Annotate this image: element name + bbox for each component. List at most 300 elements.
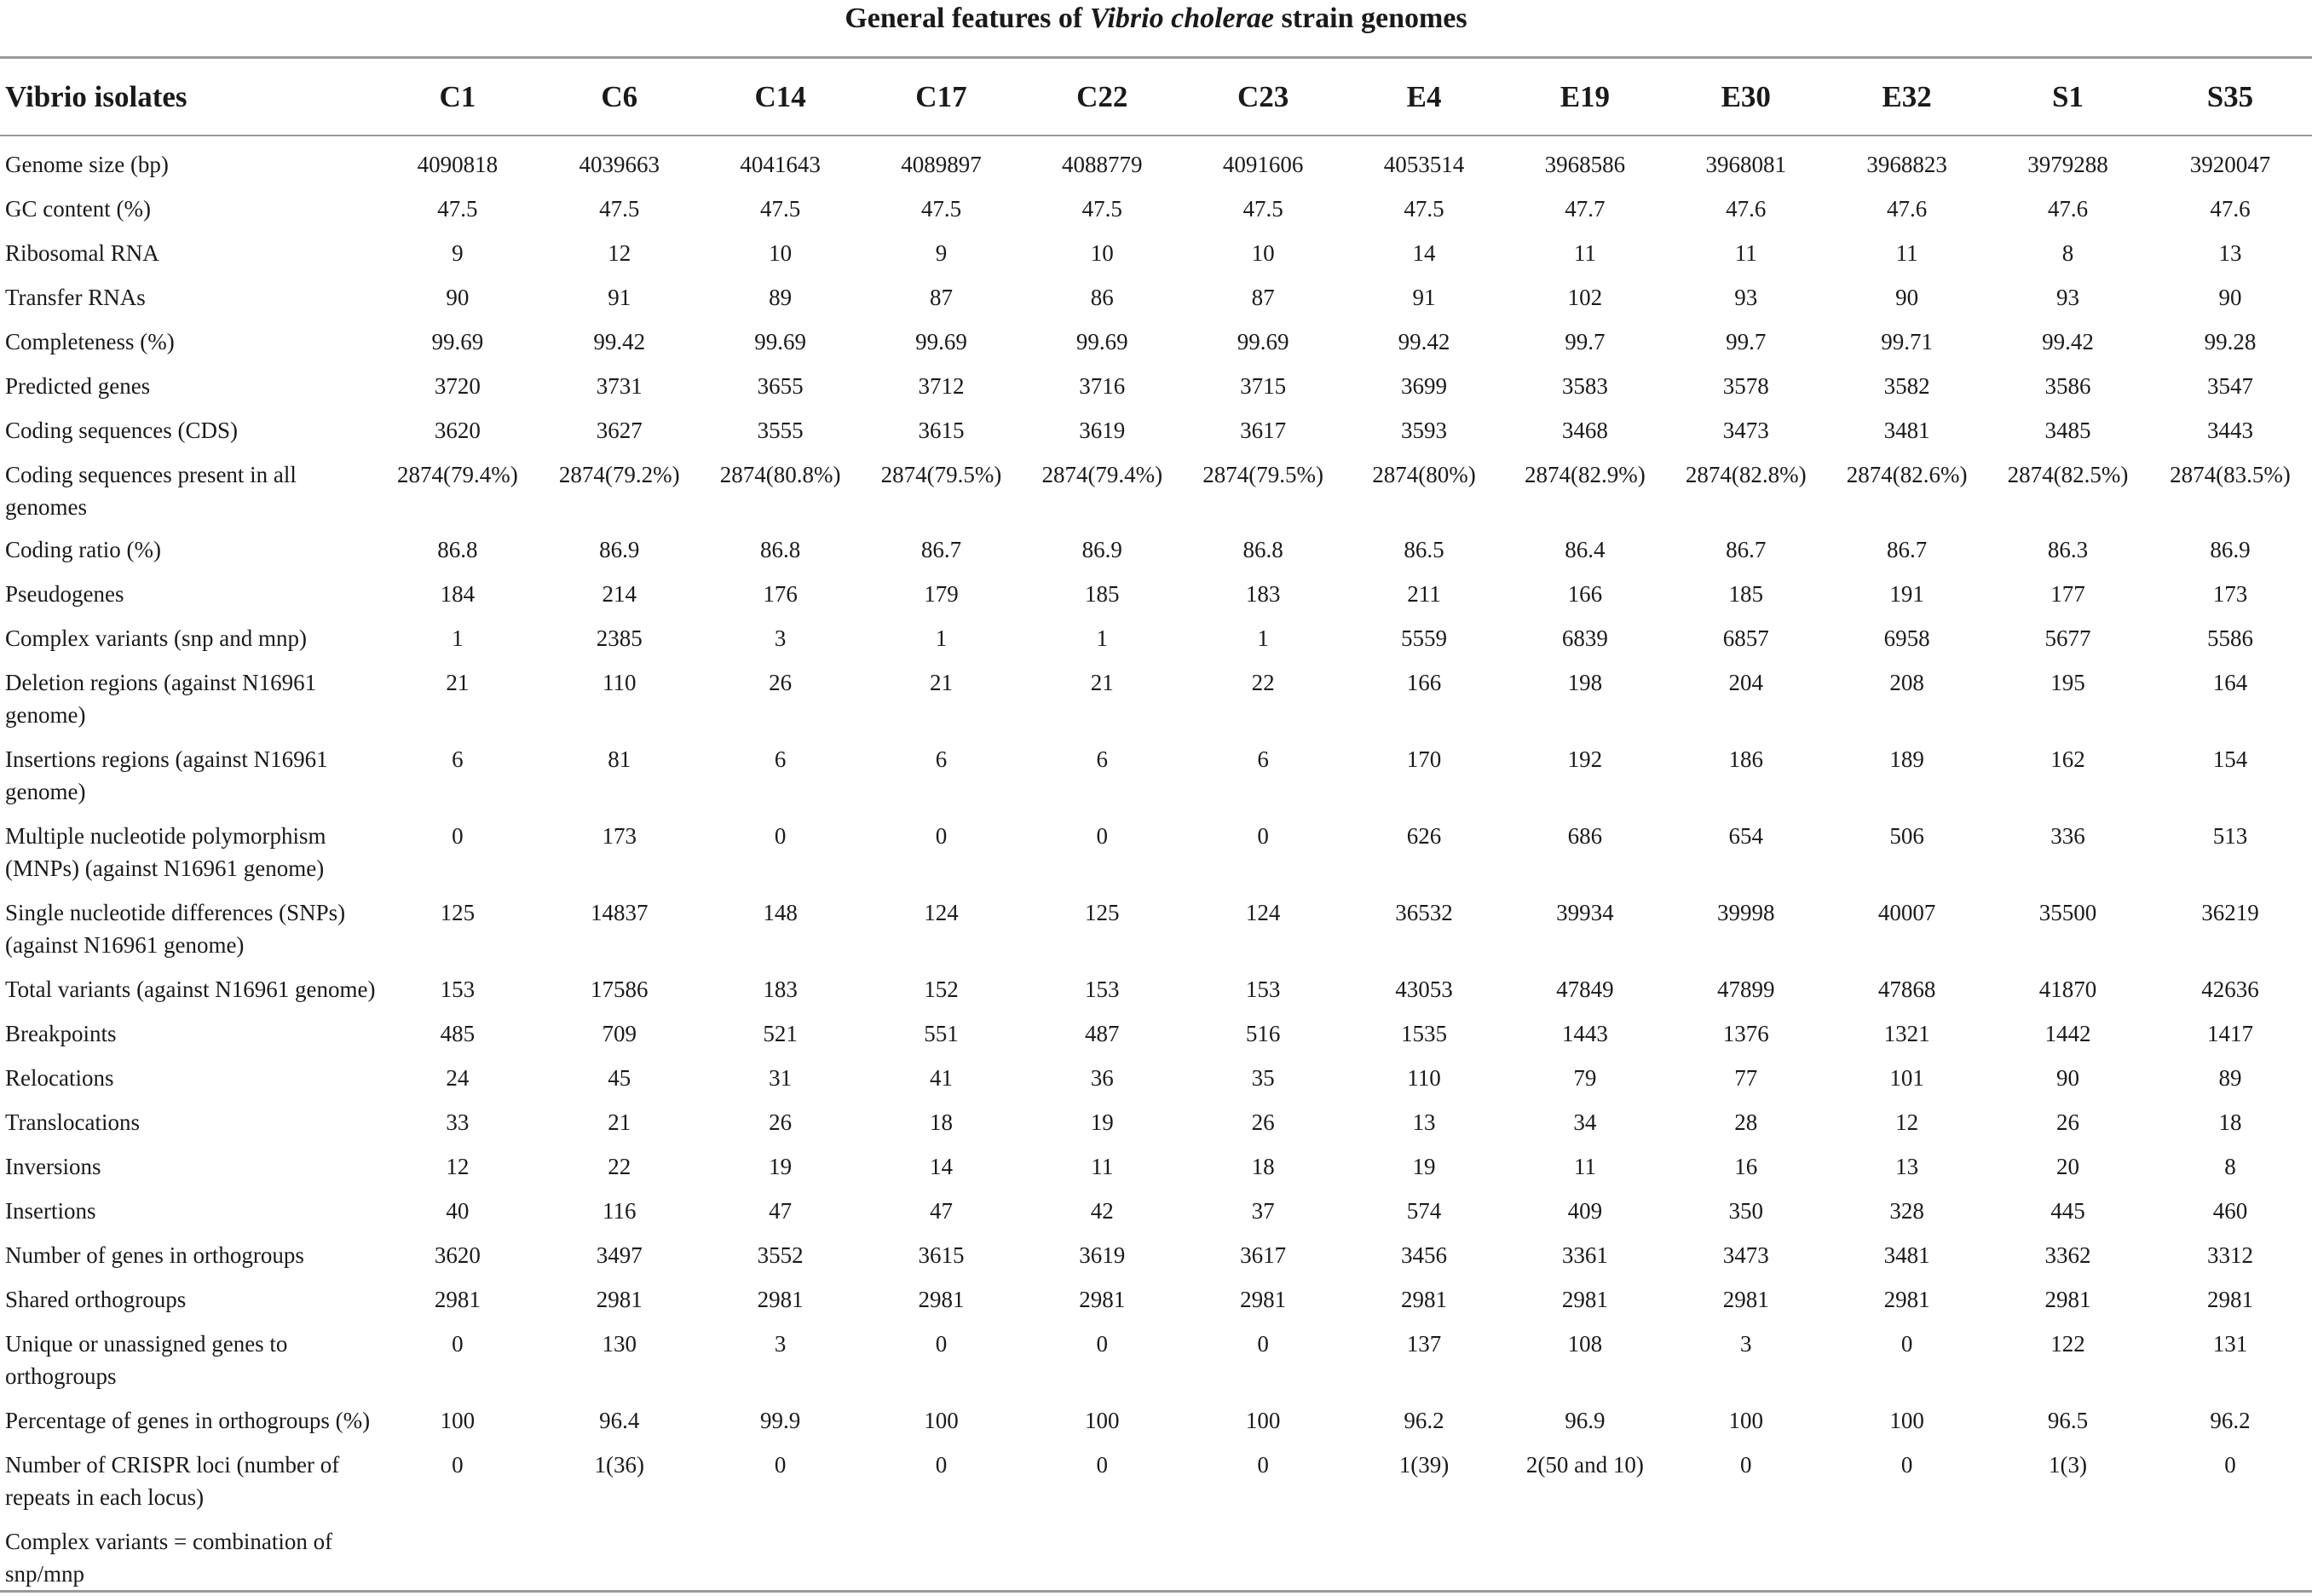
table-cell: 26	[769, 1109, 793, 1135]
row-label: Single nucleotide differences (SNPs) (against N16961 genome)	[5, 900, 346, 958]
table-cell: 0	[1096, 823, 1109, 849]
table-cell: 654	[1728, 823, 1763, 849]
table-cell: 173	[2212, 581, 2248, 607]
column-header: E30	[1721, 80, 1771, 113]
table-cell: 516	[1245, 1021, 1281, 1046]
table-cell: 2874(82.8%)	[1685, 462, 1807, 487]
table-cell: 4089897	[901, 152, 982, 177]
row-label: Inversions	[5, 1154, 101, 1179]
table-row	[0, 135, 2312, 182]
table-cell: 3979288	[2027, 152, 2108, 177]
table-cell: 10	[1251, 240, 1275, 266]
table-cell: 6	[774, 746, 787, 772]
genome-features-table	[0, 60, 2312, 1592]
empty-cell	[1183, 1515, 1344, 1592]
table-row	[0, 1394, 2312, 1438]
table-cell: 6	[1096, 746, 1109, 772]
table-cell: 99.69	[754, 329, 806, 354]
empty-cell	[700, 1515, 861, 1592]
table-cell: 87	[929, 285, 953, 310]
row-label: Insertions	[5, 1198, 96, 1224]
table-cell: 0	[1257, 1331, 1269, 1357]
row-label: Multiple nucleotide polymorphism (MNPs) (against N16961 genome)	[5, 823, 326, 881]
table-cell: 47899	[1716, 977, 1775, 1002]
table-cell: 47.5	[1242, 196, 1283, 222]
table-cell: 1(36)	[594, 1452, 644, 1478]
table-row	[0, 810, 2312, 886]
table-cell: 3617	[1240, 418, 1287, 443]
table-cell: 17586	[590, 977, 649, 1002]
table-cell: 506	[1889, 823, 1924, 849]
table-cell: 184	[440, 581, 476, 607]
row-label: Coding sequences (CDS)	[5, 418, 238, 443]
table-cell: 2981	[434, 1287, 481, 1312]
row-label: Number of genes in orthogroups	[5, 1242, 304, 1268]
table-cell: 41870	[2038, 977, 2097, 1002]
table-cell: 96.5	[2047, 1408, 2089, 1433]
table-cell: 0	[452, 1452, 464, 1478]
table-cell: 3920047	[2189, 152, 2271, 177]
table-cell: 0	[2224, 1452, 2236, 1478]
table-cell: 86.9	[1081, 537, 1122, 562]
table-cell: 47.5	[437, 196, 478, 222]
table-cell: 47.6	[1886, 196, 1928, 222]
table-title-suffix: strain genomes	[1273, 3, 1467, 34]
table-cell: 0	[1257, 823, 1269, 849]
table-cell: 409	[1567, 1198, 1603, 1224]
table-cell: 3627	[596, 418, 643, 443]
table-row	[0, 227, 2312, 271]
table-cell: 3712	[918, 373, 965, 399]
table-cell: 574	[1406, 1198, 1442, 1224]
table-cell: 3	[774, 1331, 787, 1357]
row-label: Insertions regions (against N16961 genome)	[5, 746, 328, 804]
table-cell: 3361	[1561, 1242, 1608, 1268]
table-cell: 90	[2218, 285, 2242, 310]
table-cell: 3586	[2044, 373, 2091, 399]
table-cell: 100	[1245, 1408, 1281, 1433]
table-cell: 0	[1257, 1452, 1269, 1478]
column-header: C17	[915, 80, 967, 113]
row-label: Pseudogenes	[5, 581, 124, 607]
column-header: C6	[601, 80, 638, 113]
table-cell: 13	[1895, 1154, 1919, 1179]
table-cell: 1	[935, 625, 948, 651]
table-cell: 91	[608, 285, 631, 310]
table-cell: 86.8	[759, 537, 801, 562]
table-cell: 186	[1728, 746, 1763, 772]
empty-cell	[2148, 1515, 2312, 1592]
table-cell: 86.7	[1726, 537, 1767, 562]
row-label: Genome size (bp)	[5, 152, 169, 177]
table-cell: 124	[924, 900, 959, 925]
table-cell: 4053514	[1383, 152, 1465, 177]
table-cell: 47.5	[1081, 196, 1122, 222]
table-cell: 4088779	[1062, 152, 1143, 177]
table-cell: 36532	[1395, 900, 1453, 925]
table-row	[0, 656, 2312, 733]
table-cell: 3485	[2044, 418, 2091, 443]
table-cell: 2385	[596, 625, 643, 651]
table-cell: 47.5	[1404, 196, 1444, 222]
table-cell: 170	[1406, 746, 1442, 772]
table-cell: 183	[1245, 581, 1281, 607]
table-cell: 22	[608, 1154, 631, 1179]
table-cell: 2981	[596, 1287, 643, 1312]
table-cell: 3620	[434, 418, 481, 443]
table-cell: 192	[1567, 746, 1603, 772]
table-cell: 1535	[1401, 1021, 1448, 1046]
row-label: Coding ratio (%)	[5, 537, 161, 562]
table-cell: 99.69	[1237, 329, 1289, 354]
table-cell: 166	[1406, 670, 1442, 695]
table-cell: 445	[2050, 1198, 2085, 1224]
table-cell: 9	[452, 240, 464, 266]
table-cell: 0	[1900, 1452, 1913, 1478]
table-cell: 2874(82.6%)	[1846, 462, 1968, 487]
table-cell: 1(39)	[1398, 1452, 1450, 1478]
table-cell: 350	[1728, 1198, 1763, 1224]
table-cell: 47.5	[920, 196, 962, 222]
table-cell: 3547	[2206, 373, 2253, 399]
table-cell: 26	[1251, 1109, 1275, 1135]
table-cell: 513	[2212, 823, 2248, 849]
table-cell: 100	[1085, 1408, 1120, 1433]
table-cell: 185	[1085, 581, 1120, 607]
table-cell: 42	[1090, 1198, 1114, 1224]
table-cell: 21	[1090, 670, 1114, 695]
row-label: Completeness (%)	[5, 329, 175, 354]
table-cell: 31	[769, 1065, 793, 1091]
table-cell: 8	[2224, 1154, 2236, 1179]
table-cell: 183	[763, 977, 798, 1002]
table-cell: 2874(83.5%)	[2170, 462, 2291, 487]
table-cell: 6	[935, 746, 948, 772]
table-body	[0, 135, 2312, 1592]
table-cell: 102	[1567, 285, 1603, 310]
table-title-species: Vibrio cholerae	[1089, 3, 1274, 34]
table-cell: 2981	[2044, 1287, 2091, 1312]
table-cell: 204	[1728, 670, 1763, 695]
table-cell: 137	[1406, 1331, 1442, 1357]
table-cell: 3582	[1883, 373, 1930, 399]
table-cell: 47	[929, 1198, 953, 1224]
table-cell: 0	[1096, 1331, 1109, 1357]
table-cell: 3473	[1722, 418, 1769, 443]
row-label: Translocations	[5, 1109, 141, 1135]
table-cell: 19	[1090, 1109, 1114, 1135]
table-cell: 14837	[590, 900, 649, 925]
table-row	[0, 271, 2312, 315]
table-cell: 6	[1257, 746, 1269, 772]
table-cell: 2874(82.5%)	[2007, 462, 2129, 487]
table-cell: 125	[440, 900, 476, 925]
table-cell: 11	[1573, 240, 1596, 266]
table-cell: 100	[1889, 1408, 1924, 1433]
table-cell: 3716	[1079, 373, 1126, 399]
column-header: C22	[1076, 80, 1128, 113]
table-cell: 6958	[1883, 625, 1930, 651]
table-cell: 87	[1251, 285, 1275, 310]
row-label: Relocations	[5, 1065, 114, 1091]
table-cell: 2874(79.4%)	[1041, 462, 1163, 487]
empty-cell	[1665, 1515, 1826, 1592]
table-cell: 86.9	[599, 537, 640, 562]
table-cell: 99.7	[1726, 329, 1767, 354]
table-row	[0, 1184, 2312, 1229]
table-cell: 47.6	[2210, 196, 2251, 222]
table-cell: 2981	[1079, 1287, 1126, 1312]
column-header: E32	[1882, 80, 1932, 113]
table-cell: 1(3)	[2048, 1452, 2087, 1478]
table-cell: 18	[2218, 1109, 2242, 1135]
table-cell: 99.71	[1881, 329, 1933, 354]
table-cell: 195	[2050, 670, 2085, 695]
table-cell: 3468	[1561, 418, 1608, 443]
table-header	[0, 60, 2312, 135]
table-cell: 8	[2061, 240, 2074, 266]
table-cell: 13	[1412, 1109, 1436, 1135]
table-cell: 153	[1245, 977, 1281, 1002]
table-cell: 16	[1734, 1154, 1758, 1179]
table-cell: 21	[446, 670, 470, 695]
table-cell: 3583	[1561, 373, 1608, 399]
table-cell: 37	[1251, 1198, 1275, 1224]
table-cell: 99.69	[431, 329, 484, 354]
table-cell: 5559	[1401, 625, 1448, 651]
table-cell: 47868	[1877, 977, 1936, 1002]
table-cell: 86.3	[2047, 537, 2089, 562]
table-cell: 100	[440, 1408, 476, 1433]
table-cell: 686	[1567, 823, 1603, 849]
table-cell: 86.7	[1886, 537, 1928, 562]
column-header: S1	[2051, 80, 2084, 113]
table-cell: 99.69	[915, 329, 967, 354]
table-cell: 0	[935, 1452, 948, 1478]
table-cell: 36	[1090, 1065, 1114, 1091]
table-cell: 2874(80.8%)	[719, 462, 841, 487]
table-cell: 19	[1412, 1154, 1436, 1179]
table-cell: 47849	[1556, 977, 1614, 1002]
table-cell: 1442	[2044, 1021, 2091, 1046]
table-cell: 2981	[1401, 1287, 1448, 1312]
table-title	[0, 0, 2312, 37]
table-cell: 3968586	[1544, 152, 1626, 177]
table-cell: 100	[1728, 1408, 1763, 1433]
table-cell: 191	[1889, 581, 1924, 607]
table-cell: 10	[1090, 240, 1114, 266]
table-cell: 124	[1245, 900, 1281, 925]
table-cell: 3312	[2206, 1242, 2253, 1268]
table-cell: 2981	[1240, 1287, 1287, 1312]
table-row	[0, 1317, 2312, 1394]
table-cell: 11	[1734, 240, 1757, 266]
table-row	[0, 1007, 2312, 1052]
table-cell: 99.42	[1398, 329, 1450, 354]
table-cell: 86.8	[1242, 537, 1283, 562]
table-cell: 2874(80%)	[1372, 462, 1476, 487]
table-cell: 3617	[1240, 1242, 1287, 1268]
table-cell: 198	[1567, 670, 1603, 695]
table-row	[0, 448, 2312, 523]
table-cell: 89	[2218, 1065, 2242, 1091]
column-header: E19	[1560, 80, 1611, 113]
table-cell: 3552	[757, 1242, 804, 1268]
table-row	[0, 1140, 2312, 1184]
row-label: Number of CRISPR loci (number of repeats in each locus)	[5, 1452, 340, 1510]
table-cell: 90	[2055, 1065, 2079, 1091]
table-cell: 99.42	[2042, 329, 2094, 354]
table-cell: 77	[1734, 1065, 1758, 1091]
table-cell: 3655	[757, 373, 804, 399]
table-cell: 2981	[1561, 1287, 1608, 1312]
table-cell: 3619	[1079, 1242, 1126, 1268]
table-cell: 89	[769, 285, 793, 310]
table-cell: 86.4	[1565, 537, 1606, 562]
table-row	[0, 360, 2312, 404]
table-row	[0, 182, 2312, 227]
footnote-row	[0, 1515, 2312, 1592]
table-cell: 99.69	[1075, 329, 1128, 354]
table-cell: 45	[608, 1065, 631, 1091]
table-cell: 47.5	[599, 196, 640, 222]
row-label: Coding sequences present in all genomes	[5, 462, 297, 520]
row-label: Unique or unassigned genes to orthogroups	[5, 1331, 288, 1389]
empty-cell	[539, 1515, 700, 1592]
table-cell: 47.6	[2047, 196, 2089, 222]
table-cell: 33	[446, 1109, 470, 1135]
table-cell: 3968081	[1705, 152, 1786, 177]
table-cell: 521	[763, 1021, 798, 1046]
table-cell: 485	[440, 1021, 476, 1046]
table-cell: 40	[446, 1198, 470, 1224]
table-cell: 86.9	[2210, 537, 2251, 562]
table-cell: 153	[1085, 977, 1120, 1002]
table-cell: 22	[1251, 670, 1275, 695]
table-cell: 26	[769, 670, 793, 695]
table-cell: 110	[1407, 1065, 1441, 1091]
table-cell: 47.6	[1726, 196, 1767, 222]
table-cell: 0	[1739, 1452, 1752, 1478]
row-label: Ribosomal RNA	[5, 240, 159, 266]
table-cell: 93	[2055, 285, 2079, 310]
empty-cell	[1344, 1515, 1505, 1592]
table-cell: 3731	[596, 373, 643, 399]
table-cell: 1	[1096, 625, 1109, 651]
table-cell: 2874(82.9%)	[1525, 462, 1646, 487]
table-cell: 4091606	[1222, 152, 1304, 177]
table-cell: 20	[2055, 1154, 2079, 1179]
table-cell: 164	[2212, 670, 2248, 695]
table-cell: 110	[602, 670, 637, 695]
table-cell: 42636	[2201, 977, 2259, 1002]
table-cell: 0	[452, 823, 464, 849]
table-cell: 12	[446, 1154, 470, 1179]
table-cell: 116	[602, 1198, 637, 1224]
empty-cell	[1022, 1515, 1183, 1592]
table-cell: 1376	[1722, 1021, 1769, 1046]
table-row	[0, 1229, 2312, 1273]
column-header: C23	[1237, 80, 1289, 113]
table-cell: 122	[2050, 1331, 2085, 1357]
table-cell: 2981	[757, 1287, 804, 1312]
table-row	[0, 315, 2312, 360]
empty-cell	[1504, 1515, 1665, 1592]
table-cell: 3615	[918, 1242, 965, 1268]
table-cell: 130	[602, 1331, 637, 1357]
table-cell: 26	[2055, 1109, 2079, 1135]
table-cell: 0	[935, 1331, 948, 1357]
row-label: Percentage of genes in orthogroups (%)	[5, 1408, 371, 1433]
table-cell: 3620	[434, 1242, 481, 1268]
table-cell: 18	[1251, 1154, 1275, 1179]
table-cell: 99.28	[2204, 329, 2257, 354]
top-rule	[0, 56, 2312, 59]
table-cell: 96.2	[2210, 1408, 2251, 1433]
table-cell: 99.7	[1565, 329, 1606, 354]
table-cell: 153	[440, 977, 476, 1002]
table-cell: 0	[935, 823, 948, 849]
row-label: GC content (%)	[5, 196, 151, 222]
table-cell: 1	[1257, 625, 1269, 651]
table-cell: 2981	[2206, 1287, 2253, 1312]
table-cell: 3443	[2206, 418, 2253, 443]
table-cell: 19	[769, 1154, 793, 1179]
table-cell: 208	[1889, 670, 1924, 695]
table-cell: 0	[452, 1331, 464, 1357]
table-cell: 5586	[2206, 625, 2253, 651]
table-cell: 39934	[1556, 900, 1614, 925]
table-row	[0, 1438, 2312, 1515]
row-label: Deletion regions (against N16961 genome)	[5, 670, 317, 728]
table-cell: 3593	[1401, 418, 1448, 443]
table-cell: 96.2	[1404, 1408, 1444, 1433]
table-cell: 3	[1739, 1331, 1752, 1357]
table-cell: 11	[1573, 1154, 1596, 1179]
table-cell: 131	[2212, 1331, 2248, 1357]
table-row	[0, 1052, 2312, 1096]
table-cell: 0	[774, 1452, 787, 1478]
table-cell: 6857	[1722, 625, 1769, 651]
table-cell: 0	[774, 823, 787, 849]
table-cell: 3362	[2044, 1242, 2091, 1268]
table-cell: 108	[1567, 1331, 1603, 1357]
table-cell: 35	[1251, 1065, 1275, 1091]
table-cell: 709	[602, 1021, 637, 1046]
table-cell: 18	[929, 1109, 953, 1135]
table-cell: 47.7	[1565, 196, 1606, 222]
table-cell: 3715	[1240, 373, 1287, 399]
table-footnote: Complex variants = combination of snp/mnp	[5, 1529, 333, 1587]
table-cell: 3699	[1401, 373, 1448, 399]
table-row	[0, 612, 2312, 656]
table-cell: 173	[602, 823, 637, 849]
header-row	[0, 60, 2312, 135]
empty-cell	[1987, 1515, 2148, 1592]
row-label: Shared orthogroups	[5, 1287, 187, 1312]
table-cell: 154	[2212, 746, 2248, 772]
table-cell: 2874(79.4%)	[396, 462, 518, 487]
empty-cell	[861, 1515, 1022, 1592]
column-header: S35	[2206, 80, 2254, 113]
table-cell: 214	[602, 581, 637, 607]
table-cell: 86.7	[920, 537, 962, 562]
table-cell: 626	[1406, 823, 1442, 849]
table-cell: 96.4	[599, 1408, 640, 1433]
table-row	[0, 1096, 2312, 1140]
table-cell: 14	[1412, 240, 1436, 266]
table-row	[0, 404, 2312, 448]
